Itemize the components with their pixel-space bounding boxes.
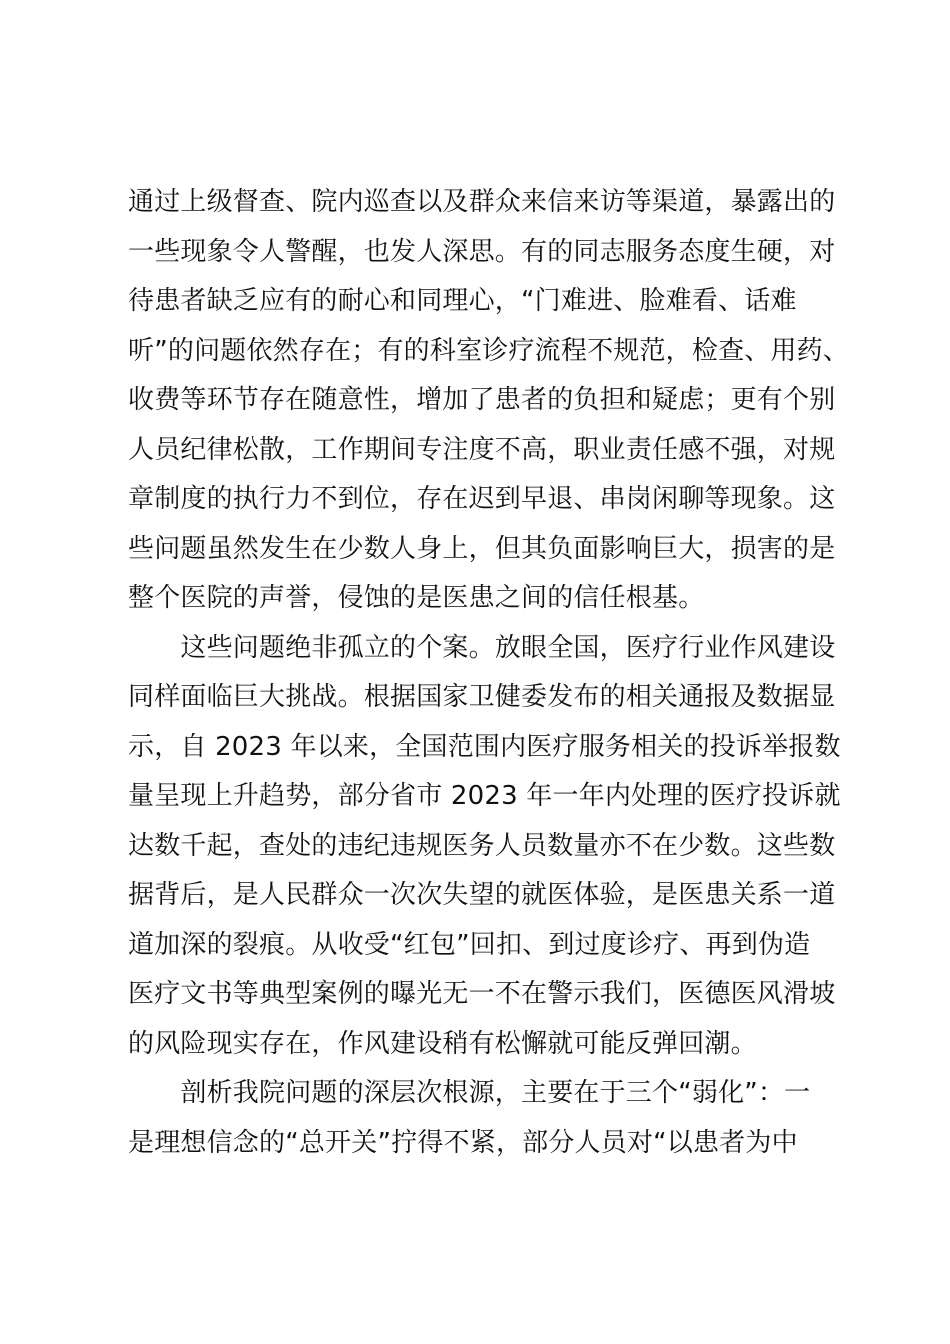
text-line: 章制度的执行力不到位，存在迟到早退、串岗闲聊等现象。这 [128,484,836,514]
text-line: 的风险现实存在，作风建设稍有松懈就可能反弹回潮。 [128,1028,757,1059]
text-line: 人员纪律松散，工作期间专注度不高，职业责任感不强，对规 [128,434,836,465]
text-line: 是理想信念的“总开关”拧得不紧，部分人员对“以患者为中 [128,1127,798,1158]
body-text [128,178,850,1168]
text-line: 些问题虽然发生在少数人身上，但其负面影响巨大，损害的是 [128,533,836,564]
text-line: 剖析我院问题的深层次根源，主要在于三个“弱化”：一 [128,1078,811,1108]
text-line: 道加深的裂痕。从收受“红包”回扣、到过度诊疗、再到伪造 [128,929,811,960]
text-line: 通过上级督查、院内巡查以及群众来信来访等渠道，暴露出的 [128,187,836,217]
text-line: 据背后，是人民群众一次次失望的就医体验，是医患关系一道 [128,880,836,910]
text-line: 达数千起，查处的违纪违规医务人员数量亦不在少数。这些数 [128,830,836,861]
text-line: 收费等环节存在随意性，增加了患者的负担和疑虑；更有个别 [128,385,836,415]
text-line: 示，自 2023 年以来，全国范围内医疗服务相关的投诉举报数 [128,731,841,762]
text-line: 这些问题绝非孤立的个案。放眼全国，医疗行业作风建设 [128,632,836,663]
text-line: 量呈现上升趋势，部分省市 2023 年一年内处理的医疗投诉就 [128,781,841,811]
text-line: 听”的问题依然存在；有的科室诊疗流程不规范，检查、用药、 [128,335,850,366]
text-line: 待患者缺乏应有的耐心和同理心，“门难进、脸难看、话难 [128,286,797,316]
text-line: 医疗文书等典型案例的曝光无一不在警示我们，医德医风滑坡 [128,979,836,1009]
text-line: 一些现象令人警醒，也发人深思。有的同志服务态度生硬，对 [128,236,836,267]
text-line: 同样面临巨大挑战。根据国家卫健委发布的相关通报及数据显 [128,682,836,712]
text-line: 整个医院的声誉，侵蚀的是医患之间的信任根基。 [128,583,705,613]
